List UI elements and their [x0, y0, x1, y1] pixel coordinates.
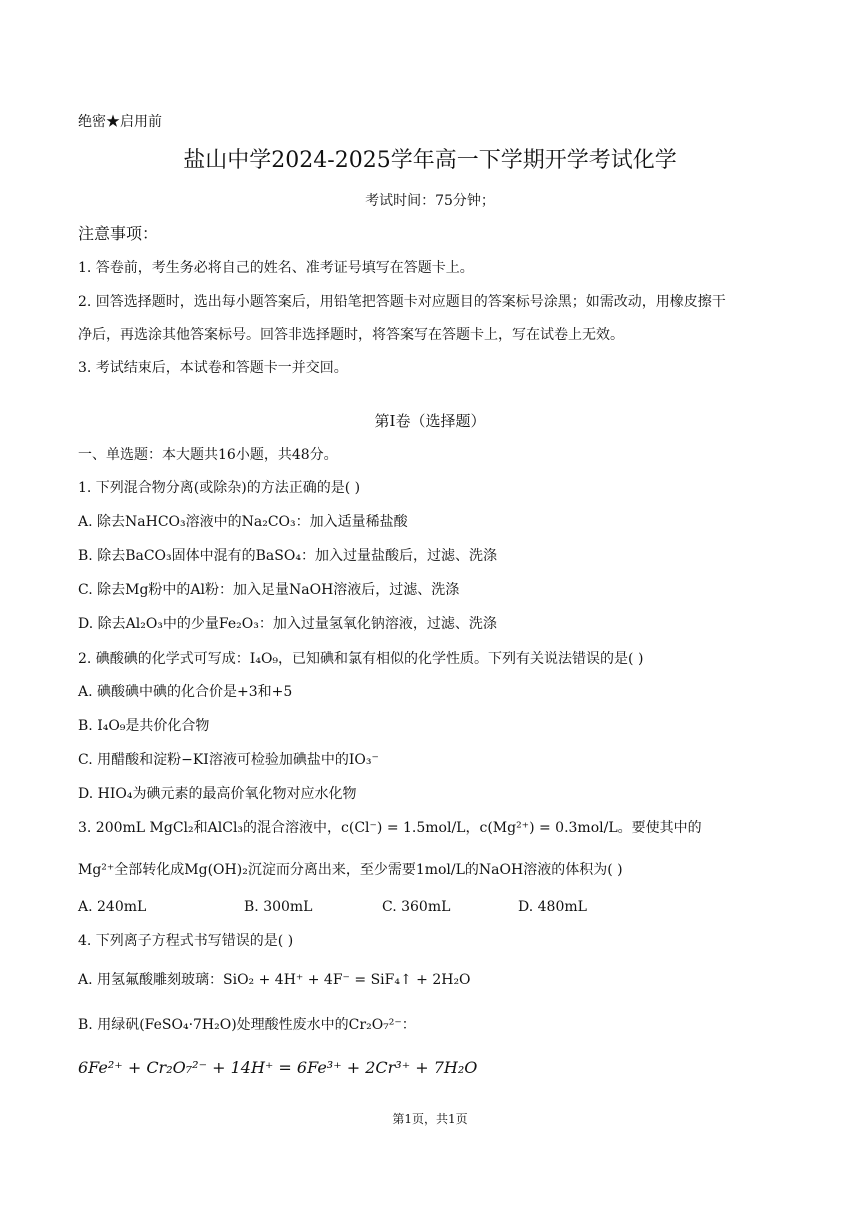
q2-option-c: C. 用醋酸和淀粉−KI溶液可检验加碘盐中的IO₃⁻: [78, 752, 379, 768]
q3-option-c: C. 360mL: [382, 899, 451, 915]
page-footer: 第1页，共1页: [392, 1112, 468, 1126]
q1-option-c: C. 除去Mg粉中的Al粉：加入足量NaOH溶液后，过滤、洗涤: [78, 582, 460, 598]
q2-option-a: A. 碘酸碘中碘的化合价是+3和+5: [78, 684, 293, 700]
q2-stem: 2. 碘酸碘的化学式可写成：I₄O₉，已知碘和氯有相似的化学性质。下列有关说法错误的是( ): [78, 651, 644, 667]
q2-option-d: D. HIO₄为碘元素的最高价氧化物对应水化物: [78, 786, 357, 802]
q1-option-d: D. 除去Al₂O₃中的少量Fe₂O₃：加入过量氢氧化钠溶液，过滤、洗涤: [78, 616, 497, 632]
q3-stem-line2: Mg²⁺全部转化成Mg(OH)₂沉淀而分离出来，至少需要1mol/L的NaOH溶液的体积为( ): [78, 862, 623, 878]
notice-item-2a: 2. 回答选择题时，选出每小题答案后，用铅笔把答题卡对应题目的答案标号涂黑；如需改动，用橡皮擦干: [78, 294, 726, 310]
notice-item-3: 3. 考试结束后，本试卷和答题卡一并交回。: [78, 360, 348, 376]
section-intro: 一、单选题：本大题共16小题，共48分。: [78, 447, 338, 463]
q2-option-b: B. I₄O₉是共价化合物: [78, 718, 210, 734]
q3-option-b: B. 300mL: [244, 899, 313, 915]
q3-option-a: A. 240mL: [78, 899, 147, 915]
confidential-label: 绝密★启用前: [78, 114, 162, 130]
q1-option-b: B. 除去BaCO₃固体中混有的BaSO₄：加入过量盐酸后，过滤、洗涤: [78, 548, 497, 564]
notice-item-2b: 净后，再选涂其他答案标号。回答非选择题时，将答案写在答题卡上，写在试卷上无效。: [78, 327, 624, 343]
q1-stem: 1. 下列混合物分离(或除杂)的方法正确的是( ): [78, 480, 361, 496]
section-title: 第Ⅰ卷（选择题）: [374, 412, 486, 430]
exam-title: 盐山中学2024-2025学年高一下学期开学考试化学: [183, 148, 677, 173]
exam-time: 考试时间：75分钟；: [365, 193, 495, 209]
q4-option-b: B. 用绿矾(FeSO₄·7H₂O)处理酸性废水中的Cr₂O₇²⁻：: [78, 1017, 416, 1033]
notice-heading: 注意事项：: [78, 224, 159, 243]
q3-stem-line1: 3. 200mL MgCl₂和AlCl₃的混合溶液中，c(Cl⁻) = 1.5mol/L，c(Mg²⁺) = 0.3mol/L。要使其中的: [78, 820, 702, 836]
q4-option-b-equation: 6Fe²⁺ + Cr₂O₇²⁻ + 14H⁺ = 6Fe³⁺ + 2Cr³⁺ + 7H₂O: [78, 1058, 478, 1077]
notice-item-1: 1. 答卷前，考生务必将自己的姓名、准考证号填写在答题卡上。: [78, 260, 474, 276]
q4-option-a: A. 用氢氟酸雕刻玻璃：SiO₂ + 4H⁺ + 4F⁻ = SiF₄↑ + 2H₂O: [78, 972, 471, 988]
q4-stem: 4. 下列离子方程式书写错误的是( ): [78, 933, 294, 949]
q3-option-d: D. 480mL: [518, 899, 587, 915]
q1-option-a: A. 除去NaHCO₃溶液中的Na₂CO₃：加入适量稀盐酸: [78, 514, 408, 530]
